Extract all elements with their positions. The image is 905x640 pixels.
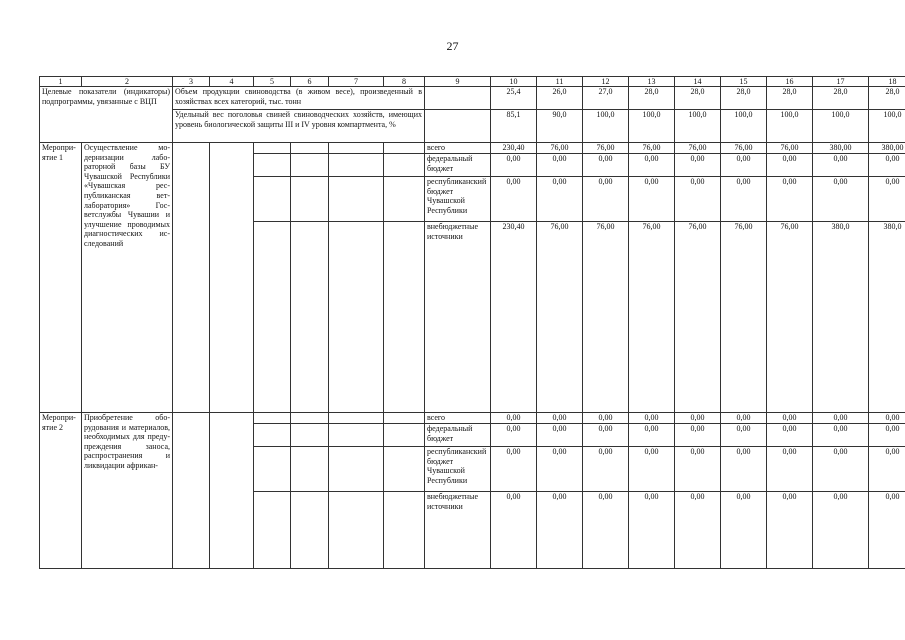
empty-cell xyxy=(329,447,384,492)
column-number: 14 xyxy=(675,77,721,87)
funding-value: 230,40 xyxy=(491,143,537,154)
funding-value: 0,00 xyxy=(675,424,721,447)
funding-value: 0,00 xyxy=(675,154,721,177)
funding-value: 76,00 xyxy=(767,143,813,154)
funding-value: 0,00 xyxy=(583,413,629,424)
target-value: 100,0 xyxy=(721,110,767,143)
empty-cell xyxy=(254,424,291,447)
funding-value: 0,00 xyxy=(629,413,675,424)
target-row xyxy=(40,87,905,110)
target-value: 100,0 xyxy=(767,110,813,143)
column-number-row xyxy=(40,77,905,87)
funding-value: 380,00 xyxy=(813,143,869,154)
page-number: 27 xyxy=(446,39,459,53)
funding-value: 0,00 xyxy=(869,177,905,222)
target-value: 28,0 xyxy=(721,87,767,110)
funding-source: республиканский бюджет Чувашской Республики xyxy=(425,177,491,222)
empty-cell xyxy=(329,177,384,222)
empty-cell xyxy=(329,154,384,177)
empty-cell xyxy=(254,492,291,569)
target-value: 100,0 xyxy=(813,110,869,143)
column-number: 2 xyxy=(82,77,173,87)
funding-value: 76,00 xyxy=(721,222,767,413)
funding-value: 0,00 xyxy=(629,177,675,222)
funding-value: 0,00 xyxy=(813,447,869,492)
funding-value: 0,00 xyxy=(583,447,629,492)
empty-cell xyxy=(384,447,425,492)
funding-value: 0,00 xyxy=(491,447,537,492)
funding-value: 0,00 xyxy=(767,154,813,177)
funding-value: 76,00 xyxy=(675,222,721,413)
funding-value: 0,00 xyxy=(537,492,583,569)
empty-cell xyxy=(384,413,425,424)
funding-value: 380,0 xyxy=(813,222,869,413)
funding-value: 76,00 xyxy=(721,143,767,154)
funding-value: 0,00 xyxy=(767,424,813,447)
funding-value: 76,00 xyxy=(583,143,629,154)
funding-value: 0,00 xyxy=(869,154,905,177)
column-number: 1 xyxy=(40,77,82,87)
column-number: 8 xyxy=(384,77,425,87)
funding-value: 0,00 xyxy=(675,447,721,492)
funding-value: 0,00 xyxy=(491,424,537,447)
funding-value: 0,00 xyxy=(629,492,675,569)
funding-source: всего xyxy=(425,143,491,154)
funding-value: 0,00 xyxy=(491,154,537,177)
target-value: 26,0 xyxy=(537,87,583,110)
empty-cell xyxy=(384,222,425,413)
funding-value: 0,00 xyxy=(813,177,869,222)
funding-value: 0,00 xyxy=(491,177,537,222)
target-value: 28,0 xyxy=(675,87,721,110)
empty-cell xyxy=(210,143,254,413)
empty-cell xyxy=(384,424,425,447)
funding-value: 76,00 xyxy=(629,222,675,413)
funding-value: 0,00 xyxy=(721,177,767,222)
funding-value: 380,0 xyxy=(869,222,905,413)
empty-cell xyxy=(329,413,384,424)
funding-source: республиканский бюджет Чувашской Республики xyxy=(425,447,491,492)
funding-value: 0,00 xyxy=(629,447,675,492)
empty-cell xyxy=(291,177,329,222)
empty-cell xyxy=(173,143,210,413)
source-row xyxy=(40,413,905,424)
funding-value: 0,00 xyxy=(537,413,583,424)
blank-cell xyxy=(425,87,491,110)
target-value: 28,0 xyxy=(813,87,869,110)
empty-cell xyxy=(329,222,384,413)
column-number: 5 xyxy=(254,77,291,87)
funding-value: 0,00 xyxy=(813,154,869,177)
column-number: 15 xyxy=(721,77,767,87)
column-number: 12 xyxy=(583,77,629,87)
column-number: 9 xyxy=(425,77,491,87)
target-name: Удельный вес поголовья свиней свиноводческих хозяйств, имеющих уровень биологической защиты III и IV уровня компартмента, % xyxy=(173,110,425,143)
empty-cell xyxy=(329,143,384,154)
funding-value: 76,00 xyxy=(767,222,813,413)
column-number: 18 xyxy=(869,77,905,87)
empty-cell xyxy=(291,154,329,177)
column-number: 16 xyxy=(767,77,813,87)
funding-value: 0,00 xyxy=(629,424,675,447)
funding-value: 0,00 xyxy=(491,492,537,569)
column-number: 17 xyxy=(813,77,869,87)
funding-source: внебюджетные источники xyxy=(425,492,491,569)
funding-value: 76,00 xyxy=(675,143,721,154)
measure-description: Приобретение оборудования и материалов, необходимых для предупреждения заноса, распространения и ликвидации африкан- xyxy=(82,413,173,569)
funding-value: 0,00 xyxy=(869,492,905,569)
funding-value: 0,00 xyxy=(767,413,813,424)
empty-cell xyxy=(254,177,291,222)
target-value: 90,0 xyxy=(537,110,583,143)
funding-value: 0,00 xyxy=(869,447,905,492)
funding-value: 76,00 xyxy=(537,222,583,413)
target-value: 100,0 xyxy=(583,110,629,143)
empty-cell xyxy=(254,447,291,492)
funding-value: 0,00 xyxy=(721,424,767,447)
funding-value: 0,00 xyxy=(721,413,767,424)
funding-value: 0,00 xyxy=(629,154,675,177)
funding-value: 0,00 xyxy=(491,413,537,424)
empty-cell xyxy=(291,413,329,424)
measure-label: Мероприятие 1 xyxy=(40,143,82,413)
target-value: 28,0 xyxy=(869,87,905,110)
targets-label: Целевые показатели (индикаторы) подпрограммы, увязанные с ВЦП xyxy=(40,87,173,143)
target-value: 28,0 xyxy=(629,87,675,110)
funding-value: 0,00 xyxy=(721,492,767,569)
column-number: 10 xyxy=(491,77,537,87)
blank-cell xyxy=(425,110,491,143)
empty-cell xyxy=(291,424,329,447)
funding-value: 0,00 xyxy=(537,177,583,222)
funding-value: 0,00 xyxy=(537,447,583,492)
target-value: 27,0 xyxy=(583,87,629,110)
funding-value: 0,00 xyxy=(813,424,869,447)
empty-cell xyxy=(329,424,384,447)
measure-description: Осуществление модернизации лабораторной базы БУ Чувашской Республики «Чувашская республиканская ветлаборатория» Госветслужбы Чувашии и улучшение проводимых диагностических исследований xyxy=(82,143,173,413)
empty-cell xyxy=(254,413,291,424)
funding-value: 0,00 xyxy=(869,424,905,447)
measure-label: Мероприятие 2 xyxy=(40,413,82,569)
funding-value: 0,00 xyxy=(813,413,869,424)
target-value: 100,0 xyxy=(869,110,905,143)
funding-value: 380,00 xyxy=(869,143,905,154)
empty-cell xyxy=(291,222,329,413)
target-value: 25,4 xyxy=(491,87,537,110)
empty-cell xyxy=(384,492,425,569)
funding-value: 0,00 xyxy=(869,413,905,424)
funding-source: федеральный бюджет xyxy=(425,154,491,177)
funding-value: 0,00 xyxy=(583,492,629,569)
funding-value: 76,00 xyxy=(537,143,583,154)
funding-value: 0,00 xyxy=(767,492,813,569)
empty-cell xyxy=(291,447,329,492)
funding-value: 76,00 xyxy=(629,143,675,154)
column-number: 6 xyxy=(291,77,329,87)
target-value: 100,0 xyxy=(629,110,675,143)
funding-value: 230,40 xyxy=(491,222,537,413)
funding-table xyxy=(39,76,905,569)
empty-cell xyxy=(254,154,291,177)
target-name: Объем продукции свиноводства (в живом весе), произведенный в хозяйствах всех категорий, тыс. тонн xyxy=(173,87,425,110)
source-row xyxy=(40,143,905,154)
funding-value: 0,00 xyxy=(583,424,629,447)
column-number: 4 xyxy=(210,77,254,87)
empty-cell xyxy=(254,143,291,154)
funding-value: 0,00 xyxy=(675,177,721,222)
funding-value: 0,00 xyxy=(583,154,629,177)
empty-cell xyxy=(291,143,329,154)
funding-value: 0,00 xyxy=(537,154,583,177)
column-number: 11 xyxy=(537,77,583,87)
funding-value: 0,00 xyxy=(721,447,767,492)
funding-value: 0,00 xyxy=(583,177,629,222)
column-number: 7 xyxy=(329,77,384,87)
funding-value: 0,00 xyxy=(537,424,583,447)
target-value: 28,0 xyxy=(767,87,813,110)
funding-value: 76,00 xyxy=(583,222,629,413)
empty-cell xyxy=(384,143,425,154)
target-value: 85,1 xyxy=(491,110,537,143)
empty-cell xyxy=(384,177,425,222)
column-number: 13 xyxy=(629,77,675,87)
funding-value: 0,00 xyxy=(767,447,813,492)
funding-source: всего xyxy=(425,413,491,424)
empty-cell xyxy=(210,413,254,569)
funding-value: 0,00 xyxy=(675,413,721,424)
empty-cell xyxy=(384,154,425,177)
empty-cell xyxy=(329,492,384,569)
column-number: 3 xyxy=(173,77,210,87)
funding-source: федеральный бюджет xyxy=(425,424,491,447)
funding-source: внебюджетные источники xyxy=(425,222,491,413)
empty-cell xyxy=(173,413,210,569)
empty-cell xyxy=(291,492,329,569)
empty-cell xyxy=(254,222,291,413)
funding-value: 0,00 xyxy=(721,154,767,177)
funding-value: 0,00 xyxy=(767,177,813,222)
funding-value: 0,00 xyxy=(813,492,869,569)
target-value: 100,0 xyxy=(675,110,721,143)
funding-value: 0,00 xyxy=(675,492,721,569)
